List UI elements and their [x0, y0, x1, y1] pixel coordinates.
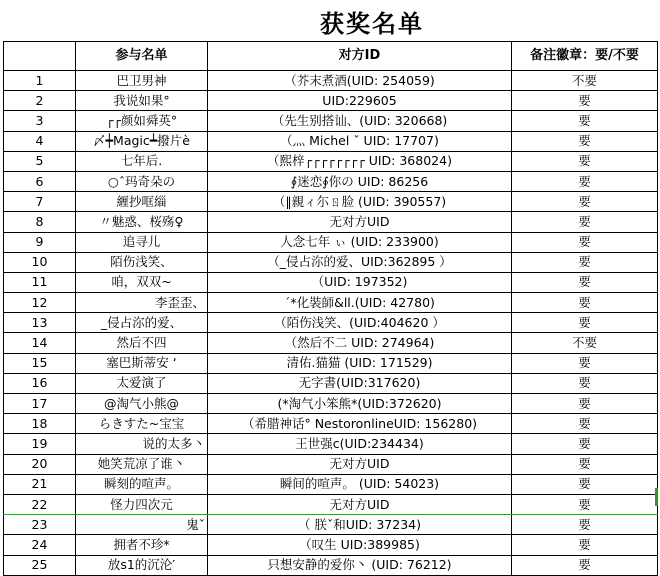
badge-note-cell[interactable]: 要 — [512, 192, 658, 212]
winners-table — [3, 41, 658, 576]
header-row — [4, 42, 658, 71]
row-number-cell[interactable]: 19 — [4, 434, 76, 454]
badge-note-cell[interactable]: 要 — [512, 232, 658, 252]
table-row — [4, 394, 658, 414]
table-row — [4, 192, 658, 212]
table-row — [4, 555, 658, 575]
opponent-id-cell[interactable]: （先生别搭讪、(UID: 320668) — [208, 111, 512, 131]
badge-note-cell[interactable]: 要 — [512, 454, 658, 474]
row-number-cell[interactable]: 13 — [4, 313, 76, 333]
row-number-cell[interactable]: 21 — [4, 474, 76, 494]
badge-note-cell[interactable]: 要 — [512, 515, 658, 535]
participant-cell[interactable]: 我说如果° — [76, 91, 208, 111]
opponent-id-cell[interactable]: （芥末煮酒(UID: 254059) — [208, 71, 512, 91]
participant-cell[interactable]: 李歪歪、 — [76, 293, 208, 313]
participant-cell[interactable]: 拥者不珍* — [76, 535, 208, 555]
title-row — [0, 0, 660, 41]
row-number-cell[interactable]: 2 — [4, 91, 76, 111]
opponent-id-cell[interactable]: (*淘气小笨熊*(UID:372620) — [208, 394, 512, 414]
badge-note-cell[interactable]: 要 — [512, 252, 658, 272]
row-number-cell[interactable]: 17 — [4, 394, 76, 414]
row-number-cell[interactable]: 6 — [4, 171, 76, 191]
row-number-cell[interactable]: 12 — [4, 293, 76, 313]
badge-note-cell[interactable]: 要 — [512, 131, 658, 151]
table-row — [4, 353, 658, 373]
participant-cell[interactable]: 瞬刻的喧声。 — [76, 474, 208, 494]
table-row — [4, 414, 658, 434]
row-number-cell[interactable]: 25 — [4, 555, 76, 575]
badge-note-cell[interactable]: 要 — [512, 434, 658, 454]
opponent-id-cell[interactable]: （希腊神话° NestoronlineUID: 156280) — [208, 414, 512, 434]
opponent-id-cell[interactable]: （‖親ィ尓ㄖ脸 (UID: 390557) — [208, 192, 512, 212]
participant-cell[interactable]: 说的太多丶 — [76, 434, 208, 454]
participant-cell[interactable]: 然后不四 — [76, 333, 208, 353]
badge-note-cell[interactable]: 不要 — [512, 333, 658, 353]
row-number-cell[interactable]: 8 — [4, 212, 76, 232]
row-number-cell[interactable]: 11 — [4, 272, 76, 292]
opponent-id-cell[interactable]: 王世强c(UID:234434) — [208, 434, 512, 454]
badge-note-cell[interactable]: 要 — [512, 293, 658, 313]
row-number-cell[interactable]: 5 — [4, 151, 76, 171]
opponent-id-cell[interactable]: ∮迷恋∮你の UID: 86256 — [208, 171, 512, 191]
badge-note-cell[interactable]: 要 — [512, 111, 658, 131]
table-row — [4, 494, 658, 514]
badge-note-cell[interactable]: 要 — [512, 171, 658, 191]
table-row — [4, 434, 658, 454]
header-badge-note[interactable]: 备注徽章：要/不要 — [512, 42, 658, 71]
row-number-cell[interactable]: 24 — [4, 535, 76, 555]
participant-cell[interactable]: 她笑荒凉了谁丶 — [76, 454, 208, 474]
row-number-cell[interactable]: 20 — [4, 454, 76, 474]
row-number-cell[interactable]: 10 — [4, 252, 76, 272]
participant-cell[interactable]: 七年后. — [76, 151, 208, 171]
badge-note-cell[interactable]: 要 — [512, 494, 658, 514]
opponent-id-cell[interactable]: （_侵占沵的爱、UID:362895 ） — [208, 252, 512, 272]
table-row — [4, 111, 658, 131]
opponent-id-cell[interactable]: （陌伤浅笑、(UID:404620 ） — [208, 313, 512, 333]
participant-cell[interactable]: _侵占沵的爱、 — [76, 313, 208, 333]
badge-note-cell[interactable]: 要 — [512, 353, 658, 373]
table-row — [4, 171, 658, 191]
opponent-id-cell[interactable]: 清佑.猫猫 (UID: 171529) — [208, 353, 512, 373]
table-row — [4, 151, 658, 171]
row-number-cell[interactable]: 3 — [4, 111, 76, 131]
participant-cell[interactable]: 鬼ˇ — [76, 515, 208, 535]
row-number-cell[interactable]: 18 — [4, 414, 76, 434]
opponent-id-cell[interactable]: （ 朕ˇ和UID: 37234) — [208, 515, 512, 535]
participant-cell[interactable]: 追寻儿 — [76, 232, 208, 252]
row-number-cell[interactable]: 15 — [4, 353, 76, 373]
row-number-cell[interactable]: 4 — [4, 131, 76, 151]
table-row — [4, 131, 658, 151]
participant-cell[interactable]: ┌┌颜如舜英° — [76, 111, 208, 131]
row-number-cell[interactable]: 23 — [4, 515, 76, 535]
opponent-id-cell[interactable]: （叹生 UID:389985) — [208, 535, 512, 555]
table-row — [4, 272, 658, 292]
table-row — [4, 474, 658, 494]
participant-cell[interactable]: ○ˆ玛奇朵の — [76, 171, 208, 191]
row-number-cell[interactable]: 14 — [4, 333, 76, 353]
opponent-id-cell[interactable]: ˊ*化裝師&ll.(UID: 42780) — [208, 293, 512, 313]
participant-cell[interactable]: 咱，双双~ — [76, 272, 208, 292]
opponent-id-cell[interactable]: （UID: 197352) — [208, 272, 512, 292]
participant-cell[interactable]: @淘气小熊@ — [76, 394, 208, 414]
participant-cell[interactable]: 〆┿Magic┷撥片è — [76, 131, 208, 151]
header-participant[interactable]: 参与名单 — [76, 42, 208, 71]
header-index[interactable] — [4, 42, 76, 71]
table-row — [4, 252, 658, 272]
badge-note-cell[interactable]: 不要 — [512, 71, 658, 91]
table-row — [4, 535, 658, 555]
badge-note-cell[interactable]: 要 — [512, 272, 658, 292]
opponent-id-cell[interactable]: 瞬间的喧声。 (UID: 54023) — [208, 474, 512, 494]
opponent-id-cell[interactable]: 无对方UID — [208, 212, 512, 232]
badge-note-cell[interactable]: 要 — [512, 212, 658, 232]
badge-note-cell[interactable]: 要 — [512, 394, 658, 414]
badge-note-cell[interactable]: 要 — [512, 474, 658, 494]
badge-note-cell[interactable]: 要 — [512, 535, 658, 555]
sheet-title: 获奖名单 — [320, 9, 424, 38]
badge-note-cell[interactable]: 要 — [512, 555, 658, 575]
participant-cell[interactable]: 怪力四次元 — [76, 494, 208, 514]
opponent-id-cell[interactable]: （灬 Michel ˇ UID: 17707) — [208, 131, 512, 151]
header-opponent-id[interactable]: 对方ID — [208, 42, 512, 71]
badge-note-cell[interactable]: 要 — [512, 91, 658, 111]
selection-marker — [655, 488, 658, 506]
badge-note-cell[interactable]: 要 — [512, 414, 658, 434]
table-row — [4, 454, 658, 474]
table-row — [4, 515, 658, 535]
opponent-id-cell[interactable]: （熙梓┌┌┌┌┌┌┌┌ UID: 368024) — [208, 151, 512, 171]
table-row — [4, 71, 658, 91]
participant-cell[interactable]: 緾抄哐緇 — [76, 192, 208, 212]
badge-note-cell[interactable]: 要 — [512, 151, 658, 171]
opponent-id-cell[interactable]: 只想安静的爱你丶 (UID: 76212) — [208, 555, 512, 575]
row-number-cell[interactable]: 9 — [4, 232, 76, 252]
badge-note-cell[interactable]: 要 — [512, 373, 658, 393]
participant-cell[interactable]: 巴卫男神 — [76, 71, 208, 91]
opponent-id-cell[interactable]: 无对方UID — [208, 454, 512, 474]
opponent-id-cell[interactable]: 人念七年 ぃ (UID: 233900) — [208, 232, 512, 252]
table-row — [4, 212, 658, 232]
opponent-id-cell[interactable]: 无对方UID — [208, 494, 512, 514]
participant-cell[interactable]: 〃魅惑、桜殇♀ — [76, 212, 208, 232]
participant-cell[interactable]: 太爱演了 — [76, 373, 208, 393]
participant-cell[interactable]: 陌伤浅笑、 — [76, 252, 208, 272]
badge-note-cell[interactable]: 要 — [512, 313, 658, 333]
participant-cell[interactable]: 放s1的沉沦′ — [76, 555, 208, 575]
row-number-cell[interactable]: 16 — [4, 373, 76, 393]
row-number-cell[interactable]: 22 — [4, 494, 76, 514]
table-row — [4, 313, 658, 333]
table-row — [4, 232, 658, 252]
table-row — [4, 333, 658, 353]
participant-cell[interactable]: らきすた~宝宝 — [76, 414, 208, 434]
table-row — [4, 293, 658, 313]
table-row — [4, 373, 658, 393]
participant-cell[interactable]: 塞巴斯蒂安 ‘ — [76, 353, 208, 373]
opponent-id-cell[interactable]: （然后不二 UID: 274964) — [208, 333, 512, 353]
table-row — [4, 91, 658, 111]
opponent-id-cell[interactable]: 无字書(UID:317620) — [208, 373, 512, 393]
row-number-cell[interactable]: 1 — [4, 71, 76, 91]
row-number-cell[interactable]: 7 — [4, 192, 76, 212]
opponent-id-cell[interactable]: UID:229605 — [208, 91, 512, 111]
